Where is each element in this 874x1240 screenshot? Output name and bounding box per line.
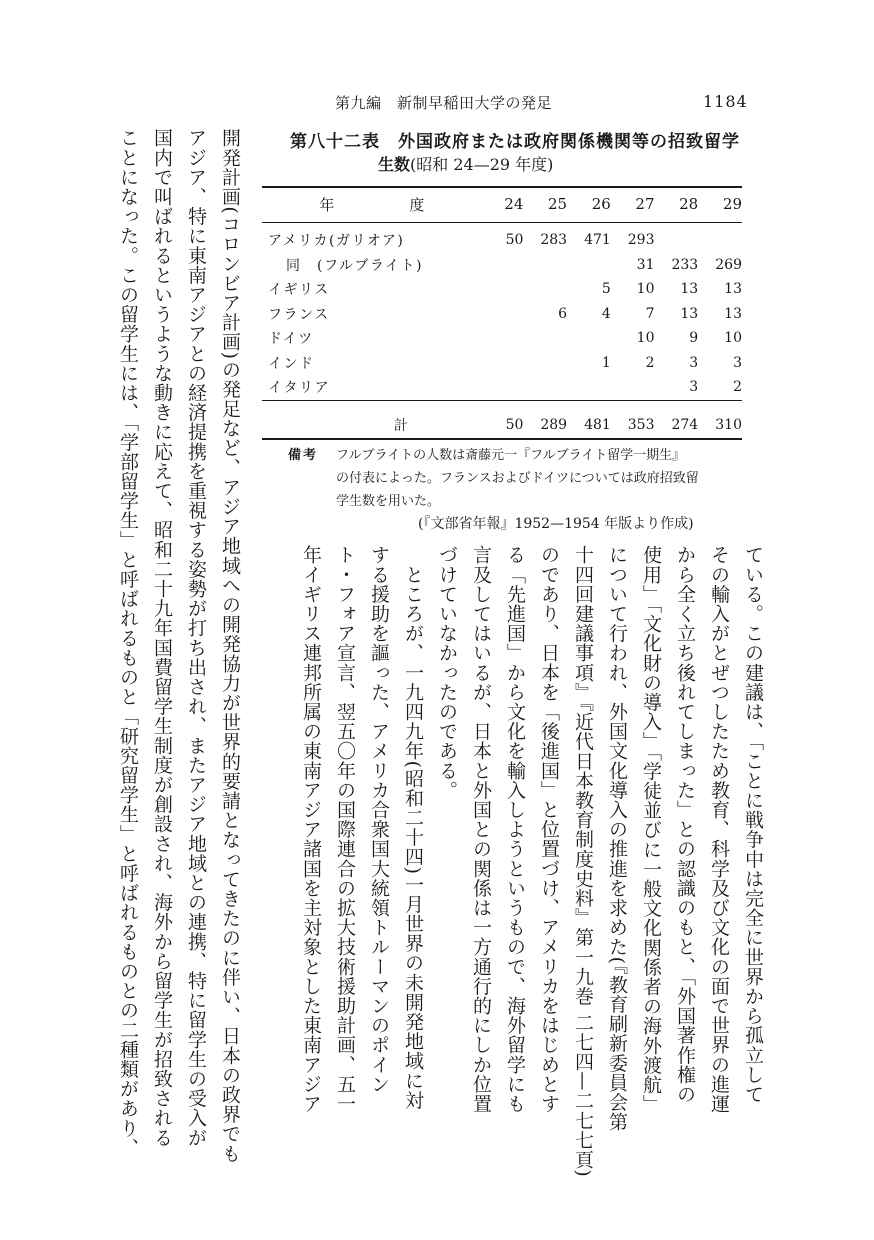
text-line: 開発計画(コロンビア計画)の発足など、アジア地域への開発協力が世界的要請となってきたのに伴い、日本の政界でも: [219, 128, 241, 1164]
table-cell: 13: [724, 305, 742, 322]
table-cell: [567, 326, 611, 351]
text-line: ところが、一九四九年(昭和二十四)一月世界の未開発地域に対: [402, 545, 424, 1110]
table-cell: [523, 253, 567, 278]
table-cell: 3: [689, 354, 699, 371]
table-cell: [482, 326, 524, 351]
text-line: について行われ、外国文化導入の推進を求めた(『教育刷新委員会第: [606, 545, 628, 1132]
page-number: 1184: [703, 92, 748, 111]
row-label: イギリス: [268, 282, 330, 299]
table-cell: 31: [636, 256, 655, 273]
table-cell: 5: [601, 281, 611, 298]
table-cell: 4: [601, 305, 611, 322]
col-header-year: 年 度: [319, 195, 455, 214]
note-line: の付表によった。フランスおよびドイツについては政府招致留: [336, 471, 699, 486]
note-line: 学生数を用いた。: [336, 494, 441, 509]
text-line: ことになった。この留学生には、「学部留学生」と呼ばれるものと「研究留学生」と呼ばれるものとの二種類があり、: [117, 128, 139, 1158]
total-cell: 50: [505, 416, 524, 433]
table-cell: [655, 228, 699, 253]
table-title: 第八十二表 外国政府または政府関係機関等の招致留学: [290, 132, 740, 152]
table-cell: [523, 277, 567, 302]
col-header: 28: [679, 195, 699, 213]
table-cell: 9: [689, 330, 699, 347]
text-line: 使用」「文化財の導入」「学徒並びに一般文化関係者の海外渡航」: [640, 545, 662, 1114]
col-header: 26: [591, 195, 611, 213]
text-line: 国内で叫ばれるというような動きに応えて、昭和二十九年国費留学生制度が創設され、海外から留学生が招致される: [151, 128, 173, 1148]
col-header: 27: [635, 195, 655, 213]
table-cell: 13: [724, 281, 742, 298]
row-label: インド: [268, 355, 315, 372]
body-text-upper: [300, 545, 770, 1178]
table-cell: 10: [636, 281, 655, 298]
table-cell: 50: [505, 232, 524, 249]
text-line: する援助を謳った、アメリカ合衆国大統領トルーマンのポイン: [368, 545, 390, 1094]
note-line: フルブライトの人数は斎藤元一『フルブライト留学一期生』: [336, 448, 686, 463]
table-cell: 13: [680, 281, 699, 298]
table-cell: 269: [715, 256, 742, 273]
table-cell: 10: [724, 330, 742, 347]
running-head: 第九編 新制早稲田大学の発足: [335, 94, 553, 112]
table-cell: 3: [733, 354, 742, 371]
text-line: アジア、特に東南アジアとの経済提携を重視する姿勢が打ち出され、またアジア地域との連携、特に留学生の受入が: [185, 128, 207, 1148]
table-subtitle-main: 生数: [378, 155, 411, 174]
table-row: [262, 253, 742, 278]
table-cell: [482, 302, 524, 327]
col-header: 29: [722, 195, 742, 213]
table-row: [262, 351, 742, 376]
table-cell: [482, 375, 524, 400]
table-row: [262, 375, 742, 400]
table-row: [262, 277, 742, 302]
text-line: 年イギリス連邦所属の東南アジア諸国を主対象とした東南アジア: [300, 545, 322, 1114]
table-cell: 6: [558, 305, 568, 322]
text-line: 言及してはいるが、日本と外国との関係は一方通行的にしか位置: [470, 545, 492, 1114]
col-header: 25: [548, 195, 568, 213]
total-cell: 274: [671, 416, 699, 433]
table-header-row: [262, 190, 742, 218]
table-cell: 293: [627, 232, 655, 249]
row-label: アメリカ(ガリオア): [268, 233, 405, 250]
text-line: から全く立ち後れてしまった」との認識のもと、「外国著作権の: [674, 545, 696, 1104]
table-row: [262, 228, 742, 253]
text-line: る「先進国」から文化を輸入しようというもので、海外留学にも: [504, 545, 526, 1114]
table-cell: [482, 277, 524, 302]
table-cell: 471: [584, 232, 611, 249]
table-note: [288, 444, 699, 513]
table-cell: 13: [680, 305, 699, 322]
text-line: 十四回建議事項』『近代日本教育制度史料』第一九巻 二七四—二七七頁): [572, 545, 594, 1178]
table-cell: 3: [689, 379, 699, 396]
text-line: ている。この建議は、「ことに戦争中は完全に世界から孤立して: [742, 545, 764, 1104]
table-cell: [611, 375, 655, 400]
table-cell: [482, 351, 524, 376]
row-label: ドイツ: [268, 331, 314, 348]
table-cell: 1: [601, 354, 611, 371]
table-subtitle: [378, 152, 553, 175]
total-label: 計: [393, 417, 410, 434]
table-cell: 10: [636, 330, 655, 347]
note-label: 備考: [288, 448, 319, 463]
row-label: 同 (フルブライト): [286, 257, 423, 274]
total-cell: 289: [540, 416, 568, 433]
table-cell: 2: [733, 379, 742, 396]
text-line: のであり、日本を「後進国」と位置づけ、アメリカをはじめとす: [538, 545, 560, 1114]
table-cell: [523, 351, 567, 376]
col-header: 24: [504, 195, 524, 213]
table-cell: 233: [671, 256, 699, 273]
table-cell: [567, 253, 611, 278]
table-total-row: [262, 410, 742, 440]
table-row: [262, 302, 742, 327]
table-cell: 2: [645, 354, 655, 371]
table-cell: [567, 375, 611, 400]
text-line: づけていなかったのである。: [436, 545, 458, 800]
table-cell: [523, 375, 567, 400]
table-top-rule: [262, 186, 742, 188]
table-cell: 7: [645, 305, 655, 322]
table-row: [262, 326, 742, 351]
total-cell: 353: [627, 416, 655, 433]
table-cell: 283: [540, 232, 568, 249]
text-line: その輸入がとぜつしたため教育、科学及び文化の面で世界の進運: [708, 545, 730, 1114]
table-cell: [698, 228, 742, 253]
table-subtitle-period: (昭和 24—29 年度): [410, 155, 554, 174]
text-line: ト・フォア宣言、翌五〇年の国際連合の拡大技術援助計画、五一: [334, 545, 356, 1114]
row-label: イタリア: [268, 380, 330, 397]
body-text-lower: [107, 128, 247, 1164]
table-cell: [482, 253, 524, 278]
table-source: (『文部省年報』1952—1954 年版より作成): [418, 516, 694, 532]
row-label: フランス: [268, 306, 330, 323]
data-table: [262, 190, 742, 440]
total-cell: 310: [715, 416, 742, 433]
table-cell: [523, 326, 567, 351]
total-cell: 481: [584, 416, 611, 433]
